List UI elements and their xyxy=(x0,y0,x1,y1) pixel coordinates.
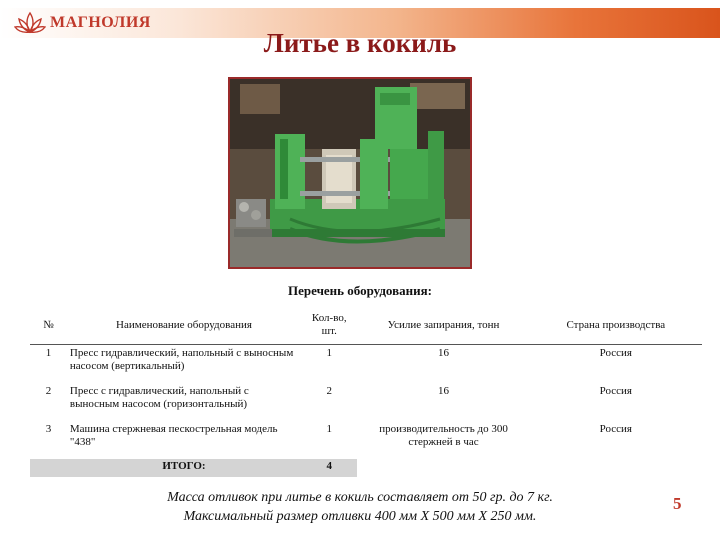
row-qty: 2 xyxy=(326,385,332,397)
row-name: Пресс гидравлический, напольный с выносным насосом (вертикальный) xyxy=(69,347,294,372)
total-label: ИТОГО: xyxy=(67,459,301,477)
table-row xyxy=(30,345,702,384)
row-num: 3 xyxy=(45,423,52,435)
table-row xyxy=(30,421,702,459)
row-num: 2 xyxy=(45,385,52,397)
slide-title: Литье в кокиль xyxy=(263,28,457,58)
table-row xyxy=(30,383,702,421)
row-country: Россия xyxy=(599,423,632,435)
row-name: Машина стержневая пескострельная модель "438" xyxy=(69,423,278,448)
row-country: Россия xyxy=(599,385,632,397)
header-force: Усилие запирания, тонн xyxy=(387,318,500,331)
footer-note xyxy=(0,488,720,526)
header-country: Страна производства xyxy=(566,318,666,331)
row-force: 16 xyxy=(438,347,450,359)
row-num: 1 xyxy=(45,347,52,359)
casting-machine-photo xyxy=(228,77,472,269)
row-qty: 1 xyxy=(326,423,332,435)
footer-line-1: Масса отливок при литье в кокиль составляет от 50 гр. до 7 кг. xyxy=(167,490,553,505)
header-qty: Кол-во, шт. xyxy=(311,312,347,337)
equipment-table xyxy=(30,306,702,477)
row-qty: 1 xyxy=(326,347,332,359)
table-header-row xyxy=(30,306,702,345)
row-force: производительность до 300 стержней в час xyxy=(379,423,508,448)
total-empty-force xyxy=(357,459,529,477)
row-force: 16 xyxy=(438,385,450,397)
equipment-list-title: Перечень оборудования: xyxy=(288,283,432,298)
page-number: 5 xyxy=(673,494,682,513)
total-value: 4 xyxy=(301,459,357,477)
total-spacer xyxy=(30,459,67,477)
header-name: Наименование оборудования xyxy=(116,318,252,331)
footer-line-2: Максимальный размер отливки 400 мм X 500 мм X 250 мм. xyxy=(183,509,537,524)
brand-name: МАГНОЛИЯ xyxy=(50,14,151,31)
row-name: Пресс с гидравлический, напольный с выносным насосом (горизонтальный) xyxy=(69,385,249,410)
total-row xyxy=(30,459,702,477)
total-empty-country xyxy=(530,459,702,477)
row-country: Россия xyxy=(599,347,632,359)
header-num: № xyxy=(43,318,54,331)
